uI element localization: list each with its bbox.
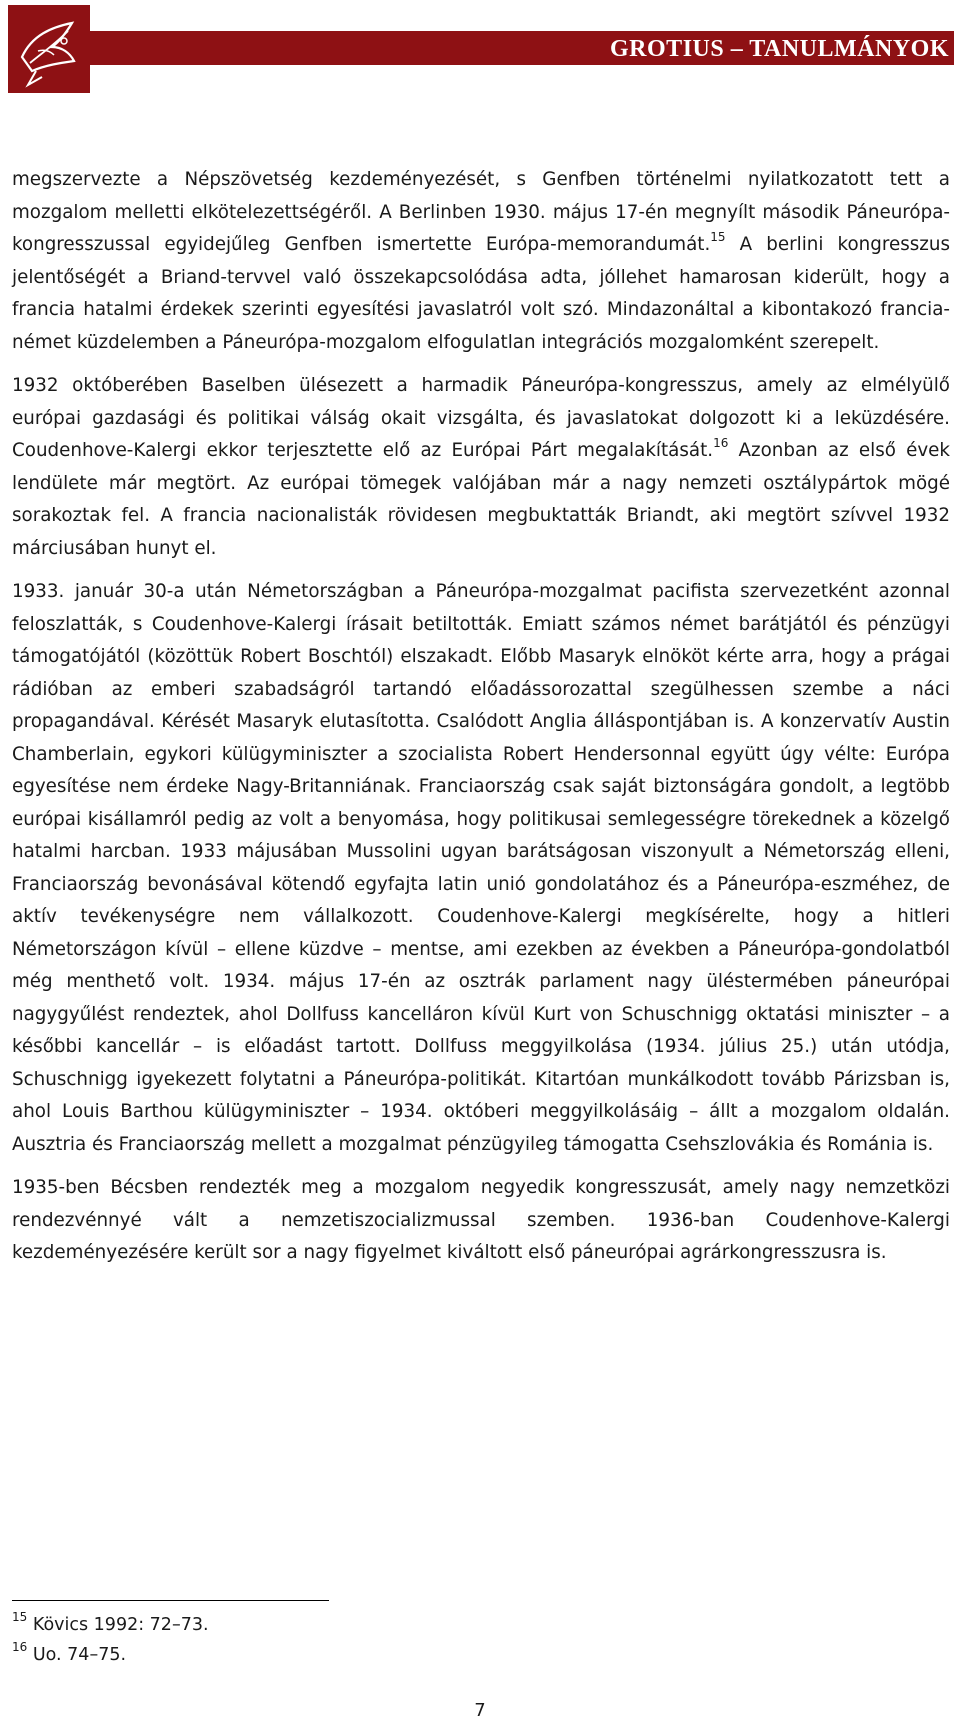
- scroll-quill-icon: [8, 5, 90, 93]
- paragraph: 1935-ben Bécsben rendezték meg a mozgalom negyedik kongresszusát, amely nagy nemzetközi rendezvénnyé vált a nemzetiszocializmussal szemben. 1936-ban Coudenhove-Kalergi kezdeményezésére került sor a nagy figyelmet kiváltott első páneurópai agrárkongresszusra is.: [12, 1177, 950, 1263]
- footnote: $^{15}$ Kövics 1992: 72–73.: [12, 1610, 209, 1635]
- paragraph: 1933. január 30-a után Németországban a Páneurópa-mozgalmat pacifista szervezetként azonnal feloszlatták, s Coudenhove-Kalergi írásait betiltották. Emiatt számos német barátjától és pénzügyi támogatójától (közöttük Robert Boschtól) elszakadt. Előbb Masaryk elnököt kérte arra, hogy a prágai rádióban az emberi szabadságról tartandó előadássorozattal szegülhessen szembe a náci propagandával. Kérését Masaryk elutasította. Csalódott Anglia álláspontjában is. A konzervatív Austin Chamberlain, egykori külügyminiszter a szocialista Robert Hendersonnal együtt úgy vélte: Európa egyesítése nem érdeke Nagy-Britanniának. Franciaország csak saját biztonságára gondolt, a legtöbb európai kisállamról pedig az volt a benyomása, hogy politikusai semlegességre törekednek a közelgő hatalmi harcban. 1933 májusában Mussolini ugyan barátságosan viszonyult a Németország elleni, Franciaország bevonásával kötendő egyfajta latin unió gondolatához és a Páneurópa-eszméhez, de aktív tevékenységre nem vállalkozott. Coudenhove-Kalergi megkísérelte, hogy a hitleri Németországon kívül – ellene küzdve – mentse, ami ezekben az években a Páneurópa-gondolatból még menthető volt. 1934. május 17-én az osztrák parlament nagy üléstermében páneurópai nagygyűlést rendeztek, ahol Dollfuss kancelláron kívül Kurt von Schuschnigg oktatási miniszter – a későbbi kancellár – is előadást tartott. Dollfuss meggyilkolása (1934. július 25.) után utódja, Schuschnigg igyekezett folytatni a Páneurópa-politikát. Kitartóan munkálkodott tovább Párizsban is, ahol Louis Barthou külügyminiszter – 1934. októberi meggyilkolásáig – állt a mozgalom oldalán. Ausztria és Franciaország mellett a mozgalmat pénzügyileg támogatta Csehszlovákia és Románia is.: [12, 581, 950, 1155]
- header-bar: [90, 31, 954, 65]
- paragraph: 1932 októberében Baselben ülésezett a harmadik Páneurópa-kongresszus, amely az elmélyülő európai gazdasági és politikai válság okait vizsgálta, és javaslatokat dolgozott ki a leküzdésére. Coudenhove-Kalergi ekkor terjesztette elő az Európai Párt megalakítását.$^{16}$ Azonban az első évek lendülete már megtört. Az európai tömegek valójában már a nagy nemzeti osztálypártok mögé sorakoztak fel. A francia nacionalisták rövidesen megbuktatták Briandt, aki megtört szívvel 1932 márciusában hunyt el.: [12, 375, 950, 559]
- footnote: $^{16}$ Uo. 74–75.: [12, 1640, 127, 1665]
- grotius-logo: [8, 5, 90, 93]
- footnote-ref[interactable]: 16: [713, 436, 729, 450]
- footnote-separator: [12, 1600, 329, 1601]
- article-body: [12, 164, 950, 1281]
- footnotes: [12, 1610, 612, 1670]
- footnote-ref[interactable]: 15: [710, 230, 726, 244]
- page-header: [8, 5, 954, 93]
- series-title: GROTIUS – TANULMÁNYOK: [610, 36, 949, 62]
- page-number: 7: [474, 1700, 486, 1721]
- paragraph: megszervezte a Népszövetség kezdeményezését, s Genfben történelmi nyilatkozatott tett a mozgalom melletti elkötelezettségéről. A Berlinben 1930. május 17-én megnyílt második Páneurópa-kongresszussal egyidejűleg Genfben ismertette Európa-memorandumát.$^{15}$ A berlini kongresszus jelentőségét a Briand-tervvel való összekapcsolódása adta, jóllehet hamarosan kiderült, hogy a francia hatalmi érdekek szerinti egyesítési javaslatról volt szó. Mindazonáltal a kibontakozó francia-német küzdelemben a Páneurópa-mozgalom elfogulatlan integrációs mozgalomként szerepelt.: [12, 169, 950, 353]
